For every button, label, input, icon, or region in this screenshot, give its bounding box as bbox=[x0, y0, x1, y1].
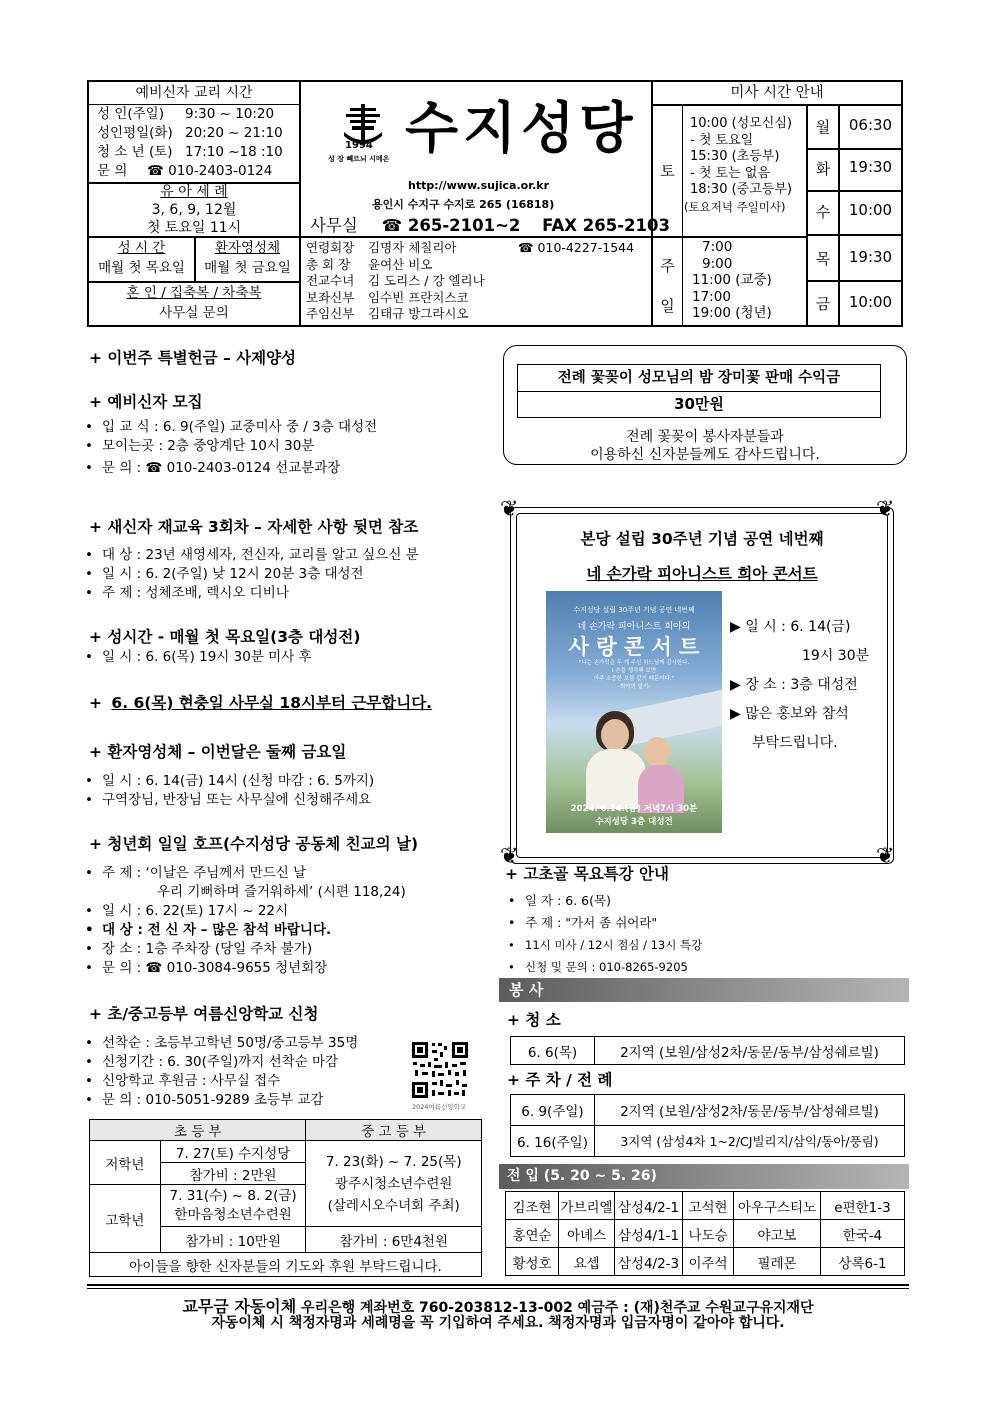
camp-low-date: 7. 27(토) 수지성당 bbox=[160, 1141, 306, 1163]
transfer-cell: 삼성4/2-3 bbox=[615, 1248, 683, 1276]
transfer-cell: 삼성4/1-1 bbox=[615, 1220, 683, 1248]
catechumen-list bbox=[82, 418, 377, 478]
transfer-cell: 야고보 bbox=[734, 1220, 821, 1248]
parking-date: 6. 16(주일) bbox=[511, 1126, 595, 1157]
list-item: • 주 제 : 성체조배, 렉시오 디비나 bbox=[82, 584, 419, 603]
holy-hour-heading: + 성시간 - 매월 첫 목요일(3층 대성전) bbox=[89, 628, 361, 646]
sun-time: 11:00 (교중) bbox=[692, 272, 772, 288]
camp-mid-fee: 참가비 : 6만4천원 bbox=[306, 1227, 482, 1253]
sun-time: 17:00 bbox=[692, 288, 731, 305]
transfer-bar: 전 입 (5. 20 ~ 5. 26) bbox=[499, 1164, 909, 1189]
triangle-bullet-icon: ▶ bbox=[730, 706, 741, 722]
holy-hour-when: 매월 첫 목요일 bbox=[98, 260, 185, 276]
footer-rule bbox=[87, 1288, 909, 1289]
plus-sign: + bbox=[89, 694, 102, 712]
transfer-cell: 고석현 bbox=[683, 1192, 734, 1220]
camp-high-date bbox=[160, 1185, 306, 1227]
divider bbox=[806, 280, 901, 282]
list-item: • 주 제 : "가서 좀 쉬어라" bbox=[505, 912, 702, 934]
camp-mid-place2: (살레시오수녀회 주최) bbox=[327, 1197, 460, 1214]
staff-role: 연령회장 bbox=[306, 240, 355, 255]
sat-time: - 첫 토는 없음 bbox=[690, 165, 770, 181]
transfer-cell: 아우구스티노 bbox=[734, 1192, 821, 1220]
divider bbox=[301, 236, 651, 238]
church-url[interactable]: http://www.sujica.or.kr bbox=[408, 179, 549, 192]
corner-ornament-icon: ❦ bbox=[500, 497, 519, 522]
camp-header-mid: 중 고 등 부 bbox=[306, 1120, 482, 1141]
list-item: • 문 의 : ☎ 010-3084-9655 청년회장 bbox=[82, 959, 406, 978]
divider bbox=[806, 234, 901, 236]
catechism-time: 17:10 ~18 :10 bbox=[185, 144, 283, 160]
cleaning-date: 6. 6(목) bbox=[511, 1037, 595, 1065]
list-item: • 장 소 : 1층 주차장 (당일 주차 불가) bbox=[82, 940, 406, 959]
transfer-cell: 한국-4 bbox=[821, 1220, 905, 1248]
concert-item: 19시 30분 bbox=[802, 648, 870, 664]
reeducation-list bbox=[82, 546, 419, 603]
list-item: • 일 시 : 6. 14(금) 14시 (신청 마감 : 6. 5까지) bbox=[82, 772, 374, 791]
transfer-cell: 상록6-1 bbox=[821, 1248, 905, 1276]
concert-item: 장 소 : 3층 대성전 bbox=[745, 677, 858, 693]
sun-time: 7:00 bbox=[702, 239, 733, 255]
weekday-time: 06:30 bbox=[848, 116, 893, 134]
summer-school-list bbox=[82, 1034, 358, 1110]
list-item: • 모이는곳 : 2층 중앙계단 10시 30분 bbox=[82, 437, 377, 456]
weekday-day: 수 bbox=[815, 203, 831, 221]
list-item: • 11시 미사 / 12시 점심 / 13시 특강 bbox=[505, 934, 702, 956]
list-item: • 대 상 : 전 신 자 – 많은 참석 바랍니다. bbox=[82, 921, 406, 940]
cleaning-table bbox=[510, 1036, 905, 1065]
divider bbox=[682, 104, 683, 327]
transfer-cell: 아녜스 bbox=[559, 1220, 615, 1248]
weekday-time: 10:00 bbox=[848, 201, 893, 219]
cleaning-area: 2지역 (보원/삼성2차/동문/동부/삼성쉐르빌) bbox=[595, 1037, 905, 1065]
camp-high-date1: 7. 31(수) ~ 8. 2(금) bbox=[169, 1187, 297, 1204]
office-label: 사무실 bbox=[310, 216, 358, 235]
sun-time: 9:00 bbox=[702, 255, 733, 272]
concert-poster bbox=[546, 591, 722, 833]
rose-sale-thanks2: 이용하신 신자분들께도 감사드립니다. bbox=[590, 447, 820, 463]
sat-time: 10:00 (성모신심) bbox=[690, 116, 792, 131]
holy-hour-list bbox=[82, 648, 312, 667]
staff-name: 윤여산 비오 bbox=[368, 256, 433, 272]
list-item: 우리 기뻐하며 즐거워하세’ (시편 118,24) bbox=[157, 884, 406, 900]
triangle-bullet-icon: ▶ bbox=[730, 677, 741, 693]
logo-year: 1994 bbox=[345, 140, 373, 151]
footer-account: 우리은행 계좌번호 760-203812-13-002 예금주 : (재)천주교 수원교구유지재단 bbox=[296, 1300, 814, 1316]
table-row bbox=[506, 1192, 905, 1220]
transfer-cell: e편한1-3 bbox=[821, 1192, 905, 1220]
camp-mid-date: 7. 23(화) ~ 7. 25(목) bbox=[325, 1153, 462, 1170]
sick-communion-block bbox=[196, 238, 299, 278]
sat-time: 18:30 (중고등부) bbox=[690, 182, 792, 197]
infant-baptism-months: 3, 6, 9, 12월 bbox=[151, 202, 237, 218]
camp-low-grade: 저학년 bbox=[90, 1141, 161, 1185]
catechumen-heading: + 예비신자 모집 bbox=[89, 393, 203, 411]
sat-time: (토요저녁 주일미사) bbox=[684, 199, 786, 214]
poster-bottom2: 수지성당 3층 대성전 bbox=[595, 817, 673, 827]
corner-ornament-icon: ❦ bbox=[500, 844, 519, 869]
sick-communion-list bbox=[82, 772, 374, 810]
infant-baptism-when: 첫 토요일 11시 bbox=[146, 220, 242, 236]
poster-quote: "나는 손가락을 두 개 주신 하느님께 감사한다. I 손을 생각해 보면 아주 소중한 보물 같기 때문이다." -희아의 일기- bbox=[578, 660, 690, 690]
list-item: • 주 제 : ‘이날은 주님께서 만드신 날 bbox=[82, 864, 406, 883]
weekday-day: 금 bbox=[815, 295, 831, 313]
staff-phone: ☎ 010-4227-1544 bbox=[518, 240, 635, 255]
church-name: 수지성당 bbox=[405, 96, 638, 160]
transfer-table bbox=[505, 1191, 905, 1276]
parking-date: 6. 9(주일) bbox=[511, 1095, 595, 1126]
staff-name: 임수빈 프란치스코 bbox=[368, 289, 469, 305]
transfer-cell: 이주석 bbox=[683, 1248, 734, 1276]
staff-list bbox=[306, 240, 634, 323]
catechism-rows bbox=[89, 105, 299, 181]
catechism-label: 성인평일(화) bbox=[97, 125, 173, 141]
catechism-time: ☎ 010-2403-0124 bbox=[147, 163, 273, 179]
cleaning-heading: + 청 소 bbox=[507, 1011, 561, 1029]
footer-autopay-label: 교무금 자동이체 bbox=[182, 1297, 297, 1316]
table-row bbox=[506, 1248, 905, 1276]
list-item: • 문 의 : 010-5051-9289 초등부 교감 bbox=[82, 1091, 358, 1110]
sick-communion-title: 환자영성체 bbox=[214, 240, 281, 256]
weekday-day: 월 bbox=[815, 118, 831, 136]
logo-motto: 성 장 빼르뇌 시메온 bbox=[328, 155, 390, 163]
poster-bottom1: 2024. 6.14.(금) 저녁7시 30분 bbox=[570, 804, 698, 814]
camp-high-date2: 한마음청소년수련원 bbox=[174, 1206, 292, 1223]
corner-ornament-icon: ❦ bbox=[876, 844, 895, 869]
lecture-list bbox=[505, 890, 702, 978]
triangle-bullet-icon: ▶ bbox=[730, 619, 741, 635]
poster-big-title: 사 랑 콘 서 트 bbox=[568, 635, 700, 659]
list-item: • 대 상 : 23년 새영세자, 전신자, 교리를 알고 싶으신 분 bbox=[82, 546, 419, 565]
footer-rule bbox=[87, 1284, 909, 1286]
catechism-time: 9:30 ~ 10:20 bbox=[185, 106, 275, 122]
sat-time: - 첫 토요일 bbox=[690, 132, 754, 148]
staff-name: 김태규 방그라시오 bbox=[368, 306, 469, 321]
camp-high-fee: 참가비 : 10만원 bbox=[160, 1227, 306, 1253]
weekday-day: 목 bbox=[815, 250, 831, 268]
catechism-label: 청 소 년 (토) bbox=[97, 144, 173, 160]
parking-area: 2지역 (보원/삼성2차/동문/동부/삼성쉐르빌) bbox=[595, 1095, 905, 1126]
infant-baptism-title: 유 아 세 례 bbox=[160, 184, 228, 200]
saturday-times bbox=[684, 116, 806, 215]
reeducation-heading: + 새신자 재교육 3회차 – 자세한 사항 뒷면 참조 bbox=[89, 518, 419, 536]
qr-caption: 2024여름신앙학교 bbox=[412, 1103, 467, 1111]
infant-baptism-block bbox=[89, 183, 299, 237]
footer-line2: 자동이체 시 책정자명과 세례명을 꼭 기입하여 주세요. 책정자명과 입금자명이 같아야 합니다. bbox=[211, 1315, 785, 1331]
poster-top2: 네 손가락 피아니스트 희아의 bbox=[577, 622, 691, 632]
list-item: • 구역장님, 반장님 또는 사무실에 신청해주세요 bbox=[82, 791, 374, 810]
list-item: • 선착순 : 초등부고학년 50명/중고등부 35명 bbox=[82, 1034, 358, 1053]
divider bbox=[806, 190, 901, 192]
list-item: • 입 교 식 : 6. 9(주일) 교중미사 중 / 3층 대성전 bbox=[82, 418, 377, 437]
staff-role: 전교수녀 bbox=[306, 273, 355, 288]
catechism-block bbox=[89, 82, 299, 182]
list-item: • 신청기간 : 6. 30(주일)까지 선착순 마감 bbox=[82, 1053, 358, 1072]
corner-ornament-icon: ❦ bbox=[876, 497, 895, 522]
sunday-label: 주 일 bbox=[660, 257, 675, 315]
catechism-label: 문 의 bbox=[97, 163, 128, 179]
table-row bbox=[511, 1037, 905, 1065]
office-notice-heading bbox=[89, 691, 432, 713]
transfer-cell: 가브리엘 bbox=[559, 1192, 615, 1220]
service-bar: 봉 사 bbox=[499, 978, 909, 1002]
office-phone: ☎ 265-2101~2 bbox=[381, 216, 521, 235]
transfer-cell: 김조현 bbox=[506, 1192, 559, 1220]
marriage-when: 사무실 문의 bbox=[159, 305, 229, 321]
weekday-time: 19:30 bbox=[848, 158, 893, 176]
parking-table bbox=[510, 1094, 905, 1157]
camp-mid-info bbox=[306, 1141, 482, 1227]
list-item: • 신앙학교 후원금 : 사무실 접수 bbox=[82, 1072, 358, 1091]
lecture-heading: + 고초골 목요특강 안내 bbox=[505, 865, 669, 883]
camp-low-fee: 참가비 : 2만원 bbox=[160, 1163, 306, 1185]
summer-school-heading: + 초/중고등부 여름신앙학교 신청 bbox=[89, 1005, 319, 1023]
parking-heading: + 주 차 / 전 례 bbox=[507, 1071, 613, 1089]
sick-communion-heading: + 환자영성체 – 이번달은 둘째 금요일 bbox=[89, 743, 347, 761]
transfer-cell: 삼성4/2-1 bbox=[615, 1192, 683, 1220]
staff-role: 주임신부 bbox=[306, 306, 355, 321]
divider bbox=[653, 236, 806, 238]
poster-top1: 수지성당 설립 30주년 기념 공연 네번째 bbox=[573, 606, 695, 614]
office-notice-text: 6. 6(목) 현충일 사무실 18시부터 근무합니다. bbox=[111, 694, 433, 712]
qr-code-icon bbox=[410, 1040, 470, 1100]
divider bbox=[806, 148, 901, 150]
holy-hour-block bbox=[89, 238, 194, 278]
list-item: • 문 의 : ☎ 010-2403-0124 선교분과장 bbox=[82, 459, 377, 478]
mass-title: 미사 시간 안내 bbox=[653, 82, 901, 106]
special-collection-heading: + 이번주 특별헌금 – 사제양성 bbox=[89, 349, 297, 367]
concert-item: 부탁드립니다. bbox=[752, 735, 838, 751]
sunday-times bbox=[684, 239, 806, 322]
staff-name: 김명자 체칠리아 bbox=[368, 240, 457, 255]
transfer-cell: 나도승 bbox=[683, 1220, 734, 1248]
concert-item: 일 시 : 6. 14(금) bbox=[745, 619, 851, 635]
concert-details bbox=[730, 613, 869, 758]
list-item: • 일 시 : 6. 22(토) 17시 ~ 22시 bbox=[82, 902, 406, 921]
weekday-time: 19:30 bbox=[848, 248, 893, 266]
list-item: • 일 시 : 6. 6(목) 19시 30분 미사 후 bbox=[82, 648, 312, 667]
summer-camp-table bbox=[89, 1119, 482, 1277]
list-item: • 일 자 : 6. 6(목) bbox=[505, 890, 702, 912]
poster-person-left-face bbox=[601, 719, 629, 751]
sick-communion-when: 매월 첫 금요일 bbox=[204, 260, 291, 276]
transfer-cell: 홍연순 bbox=[506, 1220, 559, 1248]
list-item: • 일 시 : 6. 2(주일) 낮 12시 20분 3층 대성전 bbox=[82, 565, 419, 584]
rose-sale-title: 전례 꽃꽂이 성모님의 밤 장미꽃 판매 수익금 bbox=[517, 364, 881, 392]
table-row bbox=[511, 1095, 905, 1126]
marriage-title: 혼 인 / 집축복 / 차축복 bbox=[126, 285, 262, 301]
table-row bbox=[506, 1220, 905, 1248]
concert-title2: 네 손가락 피아니스트 희아 콘서트 bbox=[586, 565, 818, 583]
sun-time: 19:00 (청년) bbox=[692, 305, 772, 321]
poster-person-left-body bbox=[586, 749, 646, 809]
rose-sale-amount: 30만원 bbox=[517, 391, 881, 418]
church-address: 용인시 수지구 수지로 265 (16818) bbox=[372, 198, 555, 211]
staff-name: 김 도리스 / 강 엘리나 bbox=[368, 273, 485, 288]
youth-hof-heading: + 청년회 일일 호프(수지성당 공동체 친교의 날) bbox=[89, 835, 419, 853]
staff-role: 총 회 장 bbox=[306, 256, 351, 272]
catechism-label: 성 인(주일) bbox=[97, 106, 164, 122]
weekday-day: 화 bbox=[815, 160, 831, 178]
rose-sale-thanks1: 전례 꽃꽂이 봉사자분들과 bbox=[626, 429, 784, 445]
catechism-title: 예비신자 교리 시간 bbox=[89, 82, 299, 105]
transfer-cell: 요셉 bbox=[559, 1248, 615, 1276]
office-fax: FAX 265-2103 bbox=[542, 216, 670, 235]
camp-mid-place1: 광주시청소년수련원 bbox=[335, 1175, 453, 1192]
saturday-label: 토 bbox=[660, 162, 675, 180]
camp-header-elem: 초 등 부 bbox=[90, 1120, 306, 1141]
transfer-cell: 황성호 bbox=[506, 1248, 559, 1276]
concert-item: 많은 홍보와 참석 bbox=[745, 706, 849, 722]
list-item: • 신청 및 문의 : 010-8265-9205 bbox=[505, 956, 702, 978]
youth-hof-list bbox=[82, 864, 406, 978]
camp-high-grade: 고학년 bbox=[90, 1185, 161, 1253]
holy-hour-title: 성 시 간 bbox=[117, 240, 166, 256]
parking-area: 3지역 (삼성4차 1~2/CJ빌리지/삼익/동아/풍림) bbox=[595, 1126, 905, 1157]
qr-code[interactable] bbox=[410, 1040, 470, 1100]
marriage-block bbox=[89, 283, 299, 323]
weekday-time: 10:00 bbox=[848, 293, 893, 311]
poster-person-right-face bbox=[644, 737, 670, 767]
office-line bbox=[310, 212, 670, 236]
concert-title1: 본당 설립 30주년 기념 공연 네번째 bbox=[580, 530, 824, 548]
transfer-cell: 필레몬 bbox=[734, 1248, 821, 1276]
table-row bbox=[511, 1126, 905, 1157]
staff-role: 보좌신부 bbox=[306, 289, 355, 305]
camp-footer: 아이들을 향한 신자분들의 기도와 후원 부탁드립니다. bbox=[90, 1253, 482, 1277]
sat-time: 15:30 (초등부) bbox=[690, 149, 780, 164]
catechism-time: 20:20 ~ 21:10 bbox=[185, 125, 283, 141]
divider bbox=[299, 80, 301, 327]
